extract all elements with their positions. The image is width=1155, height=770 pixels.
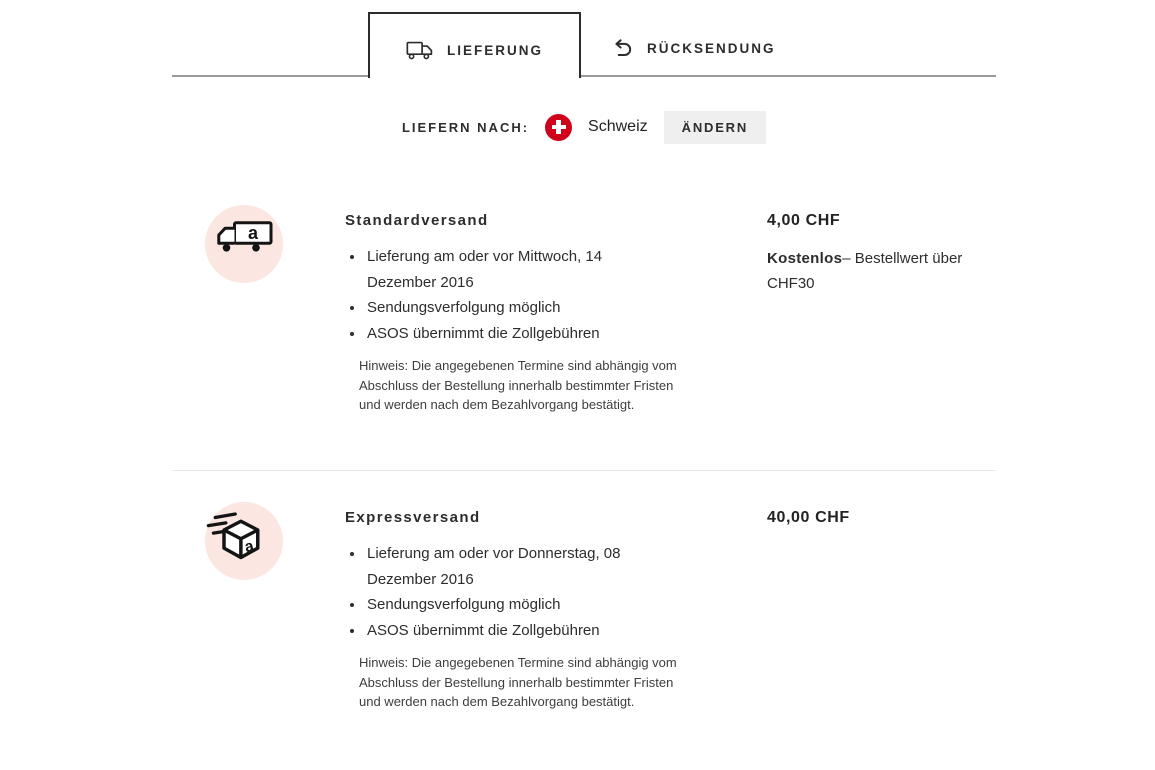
tab-lieferung-label: LIEFERUNG (446, 42, 543, 58)
tabbar-underline (172, 75, 996, 77)
standard-delivery-truck-icon (205, 205, 283, 283)
options-divider (172, 470, 996, 471)
option-bullet: • Sendungsverfolgung möglich (365, 592, 647, 618)
tab-ruecksendung-label: RÜCKSENDUNG (647, 40, 776, 56)
express-delivery-box-icon (205, 502, 283, 580)
option-note: Hinweis: Die angegebenen Termine sind abhängig vom Abschluss der Bestellung innerhalb bestimmter Fristen und werden nach dem Bezahlvorgang bestätigt. (359, 358, 677, 412)
option-note: Hinweis: Die angegebenen Termine sind abhängig vom Abschluss der Bestellung innerhalb bestimmter Fristen und werden nach dem Bezahlvorgang bestätigt. (359, 655, 677, 709)
option-price: 4,00 CHF (767, 212, 841, 229)
free-label: Kostenlos (767, 250, 843, 267)
deliver-to-row (172, 109, 996, 145)
shipping-option-standard (172, 197, 996, 487)
change-country-button[interactable]: ÄNDERN (664, 111, 766, 144)
option-bullet: • ASOS übernimmt die Zollgebühren (365, 321, 647, 347)
option-bullet: • Lieferung am oder vor Mittwoch, 14 Dezember 2016 (365, 244, 647, 295)
shipping-option-express (172, 494, 996, 770)
deliver-country: Schweiz (588, 118, 648, 135)
option-bullet: • Lieferung am oder vor Donnerstag, 08 Dezember 2016 (365, 541, 647, 592)
option-bullet-list (345, 541, 647, 643)
free-shipping-note (767, 246, 975, 296)
free-detail: – Bestellwert über CHF30 (767, 250, 963, 292)
option-bullet-list (345, 244, 647, 346)
delivery-truck-icon (406, 41, 434, 60)
svg-text:a: a (247, 223, 259, 243)
option-title: Standardversand (345, 212, 489, 229)
option-bullet: • Sendungsverfolgung möglich (365, 295, 647, 321)
option-price: 40,00 CHF (767, 509, 850, 526)
svg-text:a: a (242, 537, 256, 557)
swiss-flag-icon (545, 114, 572, 141)
deliver-to-label: LIEFERN NACH: (401, 119, 530, 135)
tab-ruecksendung[interactable] (612, 32, 776, 64)
return-arrow-icon (612, 39, 633, 58)
option-title: Expressversand (345, 509, 481, 526)
tab-lieferung[interactable] (368, 12, 581, 78)
option-bullet: • ASOS übernimmt die Zollgebühren (365, 618, 647, 644)
